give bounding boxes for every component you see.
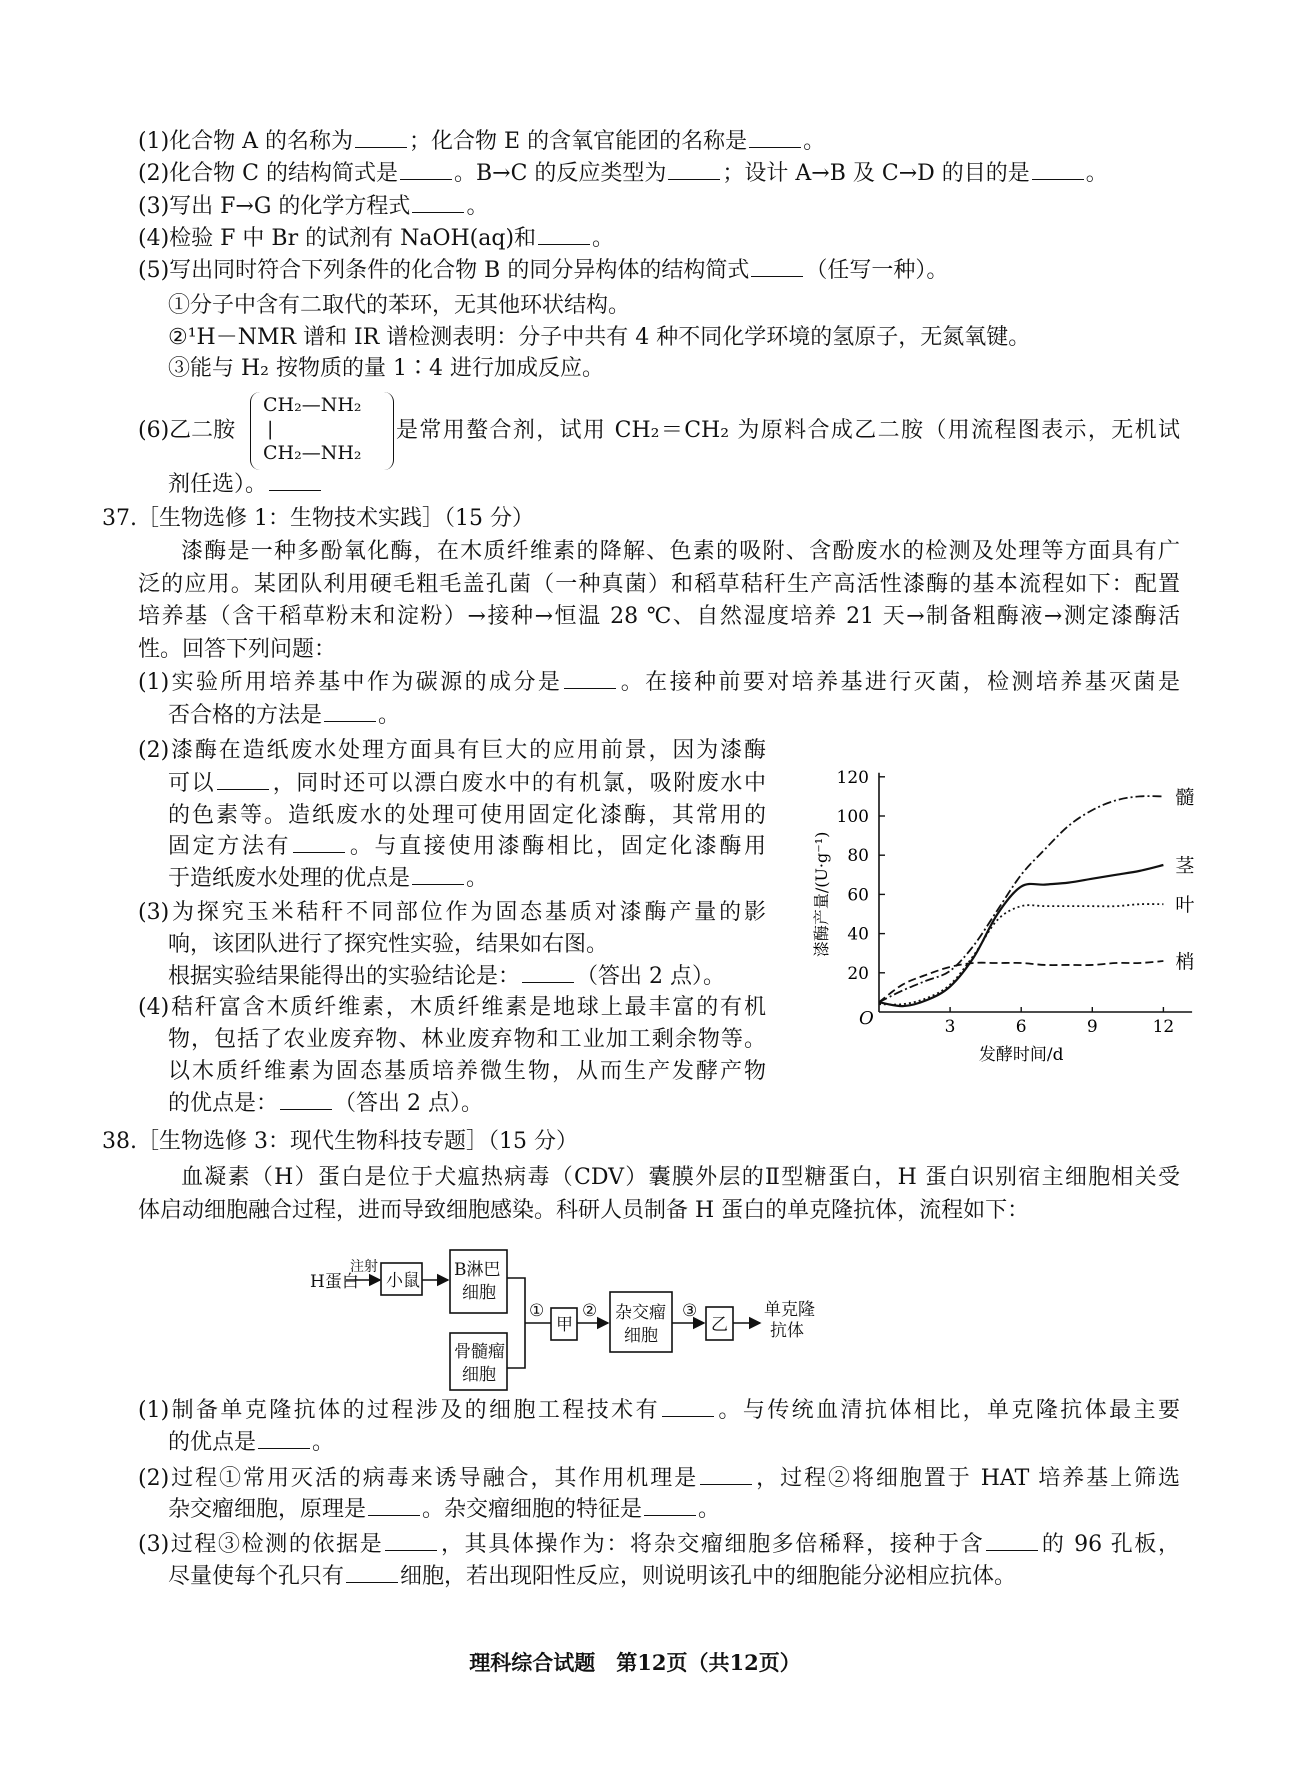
q37-question-3a: [138, 898, 766, 928]
step-1-label: ①: [529, 1301, 545, 1321]
answer-blank[interactable]: [385, 1530, 437, 1551]
text-segment: (4)检验 F 中 Br 的试剂有 NaOH(aq)和: [138, 226, 537, 251]
q38-question-3a: [138, 1530, 1180, 1560]
text-segment: 。: [803, 129, 826, 154]
text-segment: ，其具体操作为：将杂交瘤细胞多倍稀释，接种于含: [439, 1532, 985, 1557]
series-label: 茎: [1175, 855, 1195, 877]
text-segment: ①分子中含有二取代的苯环，无其他环状结构。: [168, 293, 631, 318]
myeloma-label-1: 骨髓瘤: [454, 1342, 505, 1362]
q38-question-1b: [168, 1428, 334, 1458]
answer-blank[interactable]: [700, 1464, 752, 1485]
text-segment: 细胞，若出现阳性反应，则说明该孔中的细胞能分泌相应抗体。: [400, 1564, 1017, 1589]
text-segment: （答出 2 点）。: [334, 1091, 483, 1116]
chem-question-6-label: (6)乙二胺: [138, 418, 236, 443]
q37-question-4c: [168, 1057, 766, 1087]
text-segment: (3)过程③检测的依据是: [138, 1532, 384, 1557]
series-label: 髓: [1175, 786, 1195, 809]
answer-blank[interactable]: [749, 127, 801, 148]
q38-question-2b: [168, 1495, 720, 1525]
answer-blank[interactable]: [355, 127, 407, 148]
text-segment: 泛的应用。某团队利用硬毛粗毛盖孔菌（一种真菌）和稻草秸秆生产高活性漆酶的基本流程如下：配置: [138, 572, 1180, 597]
monoclonal-antibody-flowchart: [290, 1230, 1030, 1400]
x-tick-label: 6: [1015, 1017, 1027, 1037]
answer-blank[interactable]: [368, 1495, 420, 1516]
text-segment: ，同时还可以漂白废水中的有机氯，吸附废水中: [271, 771, 766, 796]
jia-label: 甲: [556, 1315, 573, 1335]
q38-question-1a: [138, 1396, 1180, 1426]
text-segment: 可以: [168, 771, 216, 796]
chem-question-5: [138, 256, 948, 286]
text-segment: 固定方法有: [168, 834, 292, 859]
chem-question-1: [138, 127, 825, 157]
answer-blank[interactable]: [644, 1495, 696, 1516]
series-line-0: [879, 796, 1163, 1002]
q37-question-4b: [168, 1025, 766, 1055]
q37-question-2c: [168, 801, 766, 831]
chem-condition-2: [168, 323, 1030, 353]
answer-blank[interactable]: [522, 962, 574, 983]
text-segment: 以木质纤维素为固态基质培养微生物，从而生产发酵产物: [168, 1059, 766, 1084]
y-tick-label: 40: [847, 924, 869, 945]
text-segment: ，过程②将细胞置于 HAT 培养基上筛选: [754, 1466, 1180, 1491]
hybridoma-label-2: 细胞: [624, 1326, 658, 1346]
answer-blank[interactable]: [668, 159, 720, 180]
text-segment: (1)实验所用培养基中作为碳源的成分是: [138, 670, 563, 695]
q37-question-1a: [138, 668, 1180, 698]
text-segment: 。与直接使用漆酶相比，固定化漆酶用: [347, 834, 766, 859]
text-segment: (4)秸秆富含木质纤维素，木质纤维素是地球上最丰富的有机: [138, 995, 766, 1020]
b-cell-label-2: 细胞: [462, 1283, 496, 1303]
formula-bottom: CH₂—NH₂: [263, 442, 362, 464]
text-segment: 性。回答下列问题：: [138, 637, 337, 662]
text-segment: （答出 2 点）。: [576, 964, 725, 989]
text-segment: 漆酶是一种多酚氧化酶，在木质纤维素的降解、色素的吸附、含酚废水的检测及处理等方面具有广: [181, 539, 1180, 564]
q38-para-2: [138, 1196, 1029, 1226]
q37-question-3c: [168, 962, 725, 992]
chem-question-6-text: 是常用螯合剂，试用 CH₂＝CH₂ 为原料合成乙二胺（用流程图表示，无机试: [396, 418, 1180, 443]
text-segment: (1)化合物 A 的名称为: [138, 129, 354, 154]
q37-question-2e: [168, 864, 488, 894]
q37-question-1b: [168, 701, 400, 731]
x-tick-label: 3: [944, 1017, 956, 1037]
hybridoma-label-1: 杂交瘤: [615, 1303, 666, 1323]
y-tick-label: 80: [847, 846, 869, 867]
q37-heading: 37.［生物选修 1：生物技术实践］（15 分）: [102, 506, 534, 531]
text-segment: (2)过程①常用灭活的病毒来诱导融合，其作用机理是: [138, 1466, 699, 1491]
text-segment: 杂交瘤细胞，原理是: [168, 1497, 367, 1522]
text-segment: (1)制备单克隆抗体的过程涉及的细胞工程技术有: [138, 1398, 660, 1423]
answer-blank[interactable]: [412, 192, 464, 213]
chem-condition-1: [168, 291, 630, 321]
text-segment: ③能与 H₂ 按物质的量 1∶4 进行加成反应。: [168, 356, 604, 381]
text-segment: 的 96 孔板，: [1040, 1532, 1180, 1557]
mouse-label: 小鼠: [386, 1271, 420, 1291]
text-segment: 的色素等。造纸废水的处理可使用固定化漆酶，其常用的: [168, 803, 766, 828]
formula-top: CH₂—NH₂: [263, 394, 362, 416]
chem-condition-3: [168, 354, 604, 384]
text-segment: 根据实验结果能得出的实验结论是：: [168, 964, 521, 989]
answer-blank[interactable]: [280, 1089, 332, 1110]
text-segment: 尽量使每个孔只有: [168, 1564, 345, 1589]
text-segment: 。: [1085, 161, 1108, 186]
answer-blank[interactable]: [662, 1396, 714, 1417]
text-segment: （任写一种）。: [805, 258, 949, 283]
page-footer: 理科综合试题 第12页（共12页）: [469, 1650, 801, 1675]
chem-question-6-cont: [168, 470, 323, 500]
answer-blank[interactable]: [269, 470, 321, 491]
text-segment: 的优点是：: [168, 1091, 279, 1116]
q37-para-1: [181, 537, 1180, 567]
text-segment: 剂任选）。: [168, 472, 268, 497]
text-segment: 。: [698, 1497, 721, 1522]
text-segment: 。: [466, 194, 489, 219]
text-segment: 。: [466, 866, 489, 891]
q37-para-2: [138, 570, 1180, 600]
q37-question-4a: [138, 993, 766, 1023]
formula-bond: |: [267, 418, 274, 440]
answer-blank[interactable]: [324, 701, 376, 722]
x-tick-label: 12: [1152, 1017, 1175, 1037]
y-axis-label: 漆酶产量/(U·g⁻¹): [812, 831, 831, 958]
x-axis-label: 发酵时间/d: [978, 1045, 1064, 1065]
ethylenediamine-formula: [250, 392, 394, 470]
q38-heading: 38.［生物选修 3：现代生物科技专题］（15 分）: [102, 1129, 578, 1154]
answer-blank[interactable]: [217, 769, 269, 790]
myeloma-label-2: 细胞: [462, 1365, 496, 1385]
text-segment: 的优点是: [168, 1430, 257, 1455]
laccase-yield-chart: [800, 740, 1240, 1080]
mab-label-2: 抗体: [770, 1321, 804, 1341]
inject-label: 注射: [350, 1259, 378, 1275]
y-tick-label: 20: [847, 963, 869, 984]
text-segment: ②¹H－NMR 谱和 IR 谱检测表明：分子中共有 4 种不同化学环境的氢原子，无氮氧键。: [168, 325, 1031, 350]
text-segment: ；化合物 E 的含氧官能团的名称是: [409, 129, 748, 154]
text-segment: 。: [592, 226, 615, 251]
answer-blank[interactable]: [346, 1562, 398, 1583]
text-segment: 。B→C 的反应类型为: [453, 161, 667, 186]
x-tick-label: 9: [1086, 1017, 1098, 1037]
text-segment: (3)写出 F→G 的化学方程式: [138, 194, 411, 219]
mab-label-1: 单克隆: [764, 1300, 815, 1320]
answer-blank[interactable]: [751, 256, 803, 277]
series-line-1: [879, 865, 1163, 1006]
answer-blank[interactable]: [400, 159, 452, 180]
q37-para-3: [138, 602, 1180, 632]
text-segment: 于造纸废水处理的优点是: [168, 866, 411, 891]
text-segment: 物，包括了农业废弃物、林业废弃物和工业加工剩余物等。: [168, 1027, 766, 1052]
q37-para-4: [138, 635, 336, 665]
series-line-2: [879, 904, 1163, 1005]
text-segment: 培养基（含干稻草粉末和淀粉）→接种→恒温 28 ℃、自然湿度培养 21 天→制备粗酶液→测定漆酶活: [138, 604, 1180, 629]
chem-question-3: [138, 192, 488, 222]
text-segment: 血凝素（H）蛋白是位于犬瘟热病毒（CDV）囊膜外层的Ⅱ型糖蛋白，H 蛋白识别宿主细胞相关受: [181, 1165, 1180, 1190]
h-protein-label: H蛋白: [310, 1272, 359, 1292]
answer-blank[interactable]: [986, 1530, 1038, 1551]
answer-blank[interactable]: [564, 668, 616, 689]
origin-label: O: [859, 1008, 874, 1029]
text-segment: 体启动细胞融合过程，进而导致细胞感染。科研人员制备 H 蛋白的单克隆抗体，流程如下：: [138, 1198, 1030, 1223]
q37-question-2b: [168, 769, 766, 799]
y-tick-label: 120: [836, 767, 869, 788]
text-segment: 。与传统血清抗体相比，单克隆抗体最主要: [716, 1398, 1180, 1423]
answer-blank[interactable]: [258, 1428, 310, 1449]
q38-para-1: [181, 1163, 1180, 1193]
b-cell-label-1: B淋巴: [454, 1260, 501, 1280]
text-segment: ；设计 A→B 及 C→D 的目的是: [722, 161, 1030, 186]
answer-blank[interactable]: [1032, 159, 1084, 180]
q37-question-4d: [168, 1089, 483, 1119]
text-segment: (3)为探究玉米秸秆不同部位作为固态基质对漆酶产量的影: [138, 900, 766, 925]
answer-blank[interactable]: [538, 224, 590, 245]
text-segment: 。在接种前要对培养基进行灭菌，检测培养基灭菌是: [618, 670, 1180, 695]
y-tick-label: 100: [836, 807, 869, 827]
series-label: 梢: [1175, 951, 1195, 974]
answer-blank[interactable]: [293, 832, 345, 853]
series-label: 叶: [1175, 894, 1195, 917]
chem-question-4: [138, 224, 614, 254]
text-segment: (2)漆酶在造纸废水处理方面具有巨大的应用前景，因为漆酶: [138, 738, 766, 763]
q37-question-2d: [168, 832, 766, 862]
q38-question-3b: [168, 1562, 1016, 1592]
yi-label: 乙: [711, 1315, 728, 1335]
text-segment: (5)写出同时符合下列条件的化合物 B 的同分异构体的结构简式: [138, 258, 750, 283]
step-3-label: ③: [682, 1301, 698, 1321]
chem-question-2: [138, 159, 1108, 189]
q37-question-2a: [138, 736, 766, 766]
text-segment: (2)化合物 C 的结构简式是: [138, 161, 398, 186]
q37-question-3b: [168, 930, 608, 960]
fusion-connector: [507, 1278, 525, 1368]
text-segment: 否合格的方法是: [168, 703, 323, 728]
text-segment: 。: [312, 1430, 335, 1455]
text-segment: 。杂交瘤细胞的特征是: [422, 1497, 643, 1522]
text-segment: 响，该团队进行了探究性实验，结果如右图。: [168, 932, 609, 957]
answer-blank[interactable]: [412, 864, 464, 885]
q38-question-2a: [138, 1464, 1180, 1494]
step-2-label: ②: [582, 1301, 598, 1321]
text-segment: 。: [378, 703, 401, 728]
y-tick-label: 60: [847, 885, 869, 906]
